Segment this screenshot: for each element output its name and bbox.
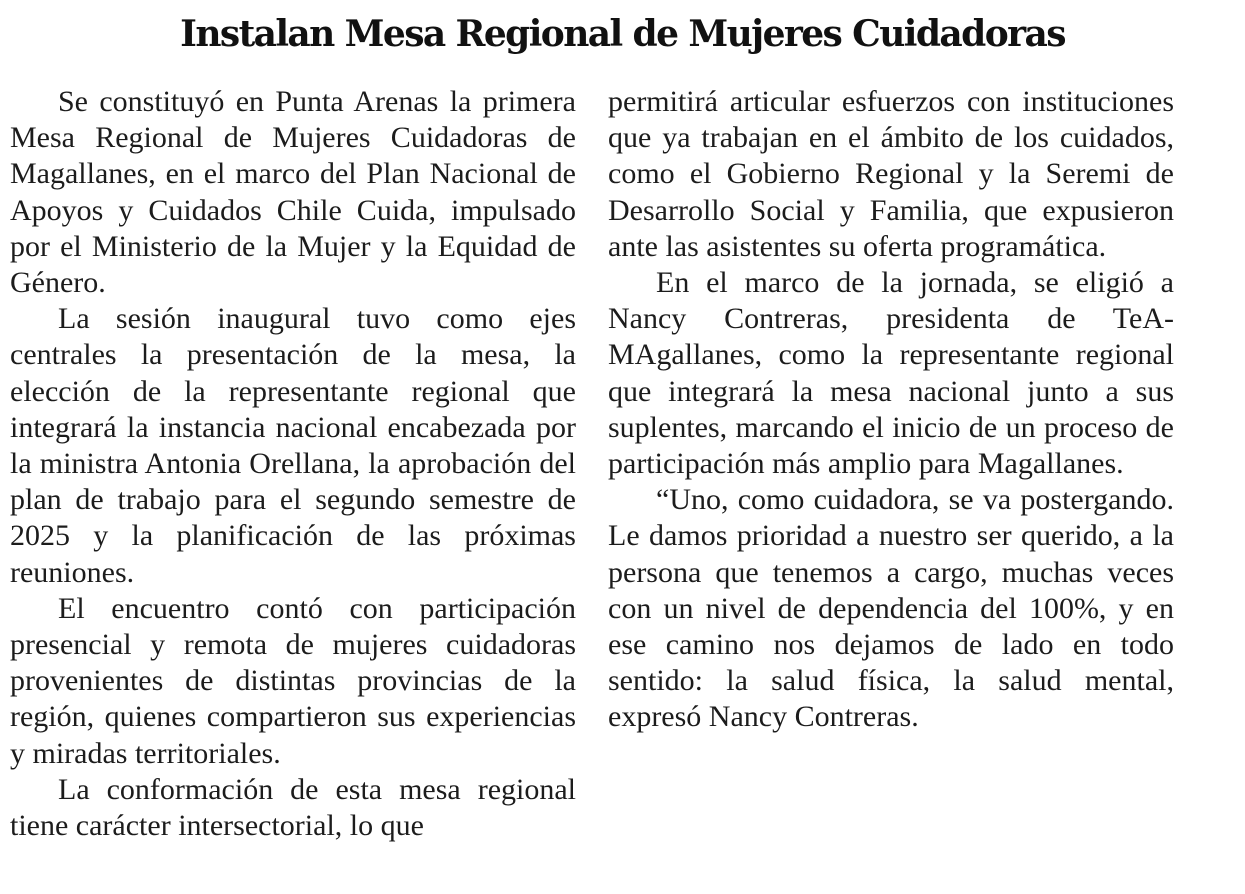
article-column-left — [10, 84, 576, 844]
article-paragraph: La sesión inaugural tuvo como ejes centrales la presentación de la mesa, la elección de la representante regional que integrará la instancia nacional encabezada por la ministra Antonia Orellana, la aprobación del plan de trabajo para el segundo semestre de 2025 y la planificación de las próximas reuniones. — [10, 302, 576, 589]
article-paragraph: permitirá articular esfuerzos con instituciones que ya trabajan en el ámbito de los cuidados, como el Gobierno Regional y la Seremi de Desarrollo Social y Familia, que expusieron ante las asistentes su oferta programática. — [608, 85, 1174, 263]
article-headline: Instalan Mesa Regional de Mujeres Cuidadoras — [180, 13, 1065, 55]
article-paragraph: En el marco de la jornada, se eligió a Nancy Contreras, presidenta de TeA-MAgallanes, como la representante regional que integrará la mesa nacional junto a sus suplentes, marcando el inicio de un proceso de participación más amplio para Magallanes. — [608, 266, 1174, 481]
article-paragraph: La conformación de esta mesa regional tiene carácter intersectorial, lo que — [10, 772, 576, 843]
article-paragraph: Se constituyó en Punta Arenas la primera Mesa Regional de Mujeres Cuidadoras de Magallanes, en el marco del Plan Nacional de Apoyos y Cuidados Chile Cuida, impulsado por el Ministerio de la Mujer y la Equidad de Género. — [10, 85, 576, 300]
article-column-right — [608, 84, 1174, 736]
article-paragraph: “Uno, como cuidadora, se va postergando. Le damos prioridad a nuestro ser querido, a la persona que tenemos a cargo, muchas veces con un nivel de dependencia del 100%, y en ese camino nos dejamos de lado en todo sentido: la salud física, la salud mental, expresó Nancy Contreras. — [608, 483, 1174, 734]
article-paragraph: El encuentro contó con participación presencial y remota de mujeres cuidadoras provenientes de distintas provincias de la región, quienes compartieron sus experiencias y miradas territoriales. — [10, 591, 576, 770]
